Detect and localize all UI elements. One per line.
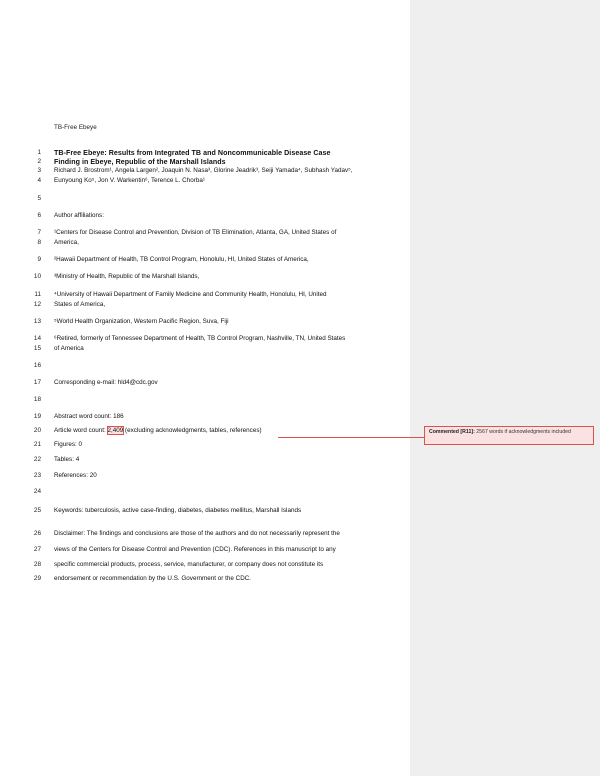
line-number: 24 — [33, 488, 41, 495]
line-number: 7 — [37, 229, 41, 236]
article-title-line-2: Finding in Ebeye, Republic of the Marshall Islands — [54, 158, 226, 166]
line-number: 12 — [33, 301, 41, 308]
disclaimer-line-4: endorsement or recommendation by the U.S. Government or the CDC. — [54, 575, 252, 582]
corresponding-email: Corresponding e-mail: hld4@cdc.gov — [54, 379, 158, 386]
line-number: 16 — [33, 362, 41, 369]
line-number: 1 — [37, 149, 41, 156]
commented-text-highlight[interactable]: 2,409 — [107, 427, 124, 434]
line-number: 27 — [33, 546, 41, 553]
line-number: 17 — [33, 379, 41, 386]
line-number: 26 — [33, 530, 41, 537]
affiliations-heading: Author affiliations: — [54, 212, 104, 219]
line-number: 9 — [37, 256, 41, 263]
line-number: 23 — [33, 472, 41, 479]
line-number: 20 — [33, 427, 41, 434]
line-number: 14 — [33, 335, 41, 342]
affiliation-1: ¹Centers for Disease Control and Prevention, Division of TB Elimination, Atlanta, GA, United States of — [54, 229, 337, 236]
affiliation-4-cont: States of America, — [54, 301, 106, 308]
affiliation-6: ⁶Retired, formerly of Tennessee Department of Health, TB Control Program, Nashville, TN, United States — [54, 335, 346, 342]
line-number: 13 — [33, 318, 41, 325]
article-word-count — [54, 427, 262, 435]
line-number: 10 — [33, 273, 41, 280]
line-number: 6 — [37, 212, 41, 219]
affiliation-5: ⁵World Health Organization, Western Pacific Region, Suva, Fiji — [54, 318, 229, 325]
article-word-count-note: (excluding acknowledgments, tables, references) — [123, 427, 262, 434]
line-number: 19 — [33, 413, 41, 420]
affiliation-1-cont: America, — [54, 239, 79, 246]
article-title-line-1: TB-Free Ebeye: Results from Integrated TB and Noncommunicable Disease Case — [54, 149, 331, 157]
line-number: 15 — [33, 345, 41, 352]
comment-balloon[interactable] — [424, 426, 594, 445]
article-word-count-label: Article word count: — [54, 427, 108, 434]
line-number: 22 — [33, 456, 41, 463]
affiliation-6-cont: of America — [54, 345, 84, 352]
line-number: 18 — [33, 396, 41, 403]
affiliation-4: ⁴University of Hawaii Department of Family Medicine and Community Health, Honolulu, HI, United — [54, 291, 327, 298]
line-number: 8 — [37, 239, 41, 246]
line-number: 29 — [33, 575, 41, 582]
author-list-line-1: Richard J. Brostrom¹, Angela Largen², Joaquin N. Nasa³, Glorine Jeadrik³, Seiji Yamada⁴, Subhash Yadav⁵, — [54, 167, 353, 174]
keywords: Keywords: tuberculosis, active case-finding, diabetes, diabetes mellitus, Marshall Islands — [54, 507, 302, 514]
disclaimer-line-1: Disclaimer: The findings and conclusions are those of the authors and do not necessarily represent the — [54, 530, 340, 537]
comment-author: Commented [R11]: — [429, 429, 475, 435]
line-number: 4 — [37, 177, 41, 184]
line-number: 11 — [34, 291, 41, 298]
affiliation-3: ³Ministry of Health, Republic of the Marshall Islands, — [54, 273, 200, 280]
line-number: 25 — [33, 507, 41, 514]
author-list-line-2: Eunyoung Ko⁵, Jon V. Warkentin⁶, Terence L. Chorba¹ — [54, 177, 205, 184]
comment-text: 2567 words if acknowledgments included — [476, 429, 571, 435]
line-number: 2 — [37, 158, 41, 165]
abstract-word-count: Abstract word count: 186 — [54, 413, 124, 420]
comment-connector-line — [278, 437, 424, 438]
affiliation-2: ²Hawaii Department of Health, TB Control Program, Honolulu, HI, United States of America, — [54, 256, 309, 263]
tables-count: Tables: 4 — [54, 456, 80, 463]
figures-count: Figures: 0 — [54, 441, 82, 448]
disclaimer-line-2: views of the Centers for Disease Control and Prevention (CDC). References in this manuscript to any — [54, 546, 336, 553]
references-count: References: 20 — [54, 472, 97, 479]
disclaimer-line-3: specific commercial products, process, service, manufacturer, or company does not constitute its — [54, 561, 324, 568]
running-header: TB-Free Ebeye — [54, 124, 97, 131]
line-number: 5 — [37, 195, 41, 202]
comment-margin-pane — [410, 0, 600, 776]
line-number: 3 — [37, 167, 41, 174]
line-number: 28 — [33, 561, 41, 568]
line-number: 21 — [33, 441, 41, 448]
